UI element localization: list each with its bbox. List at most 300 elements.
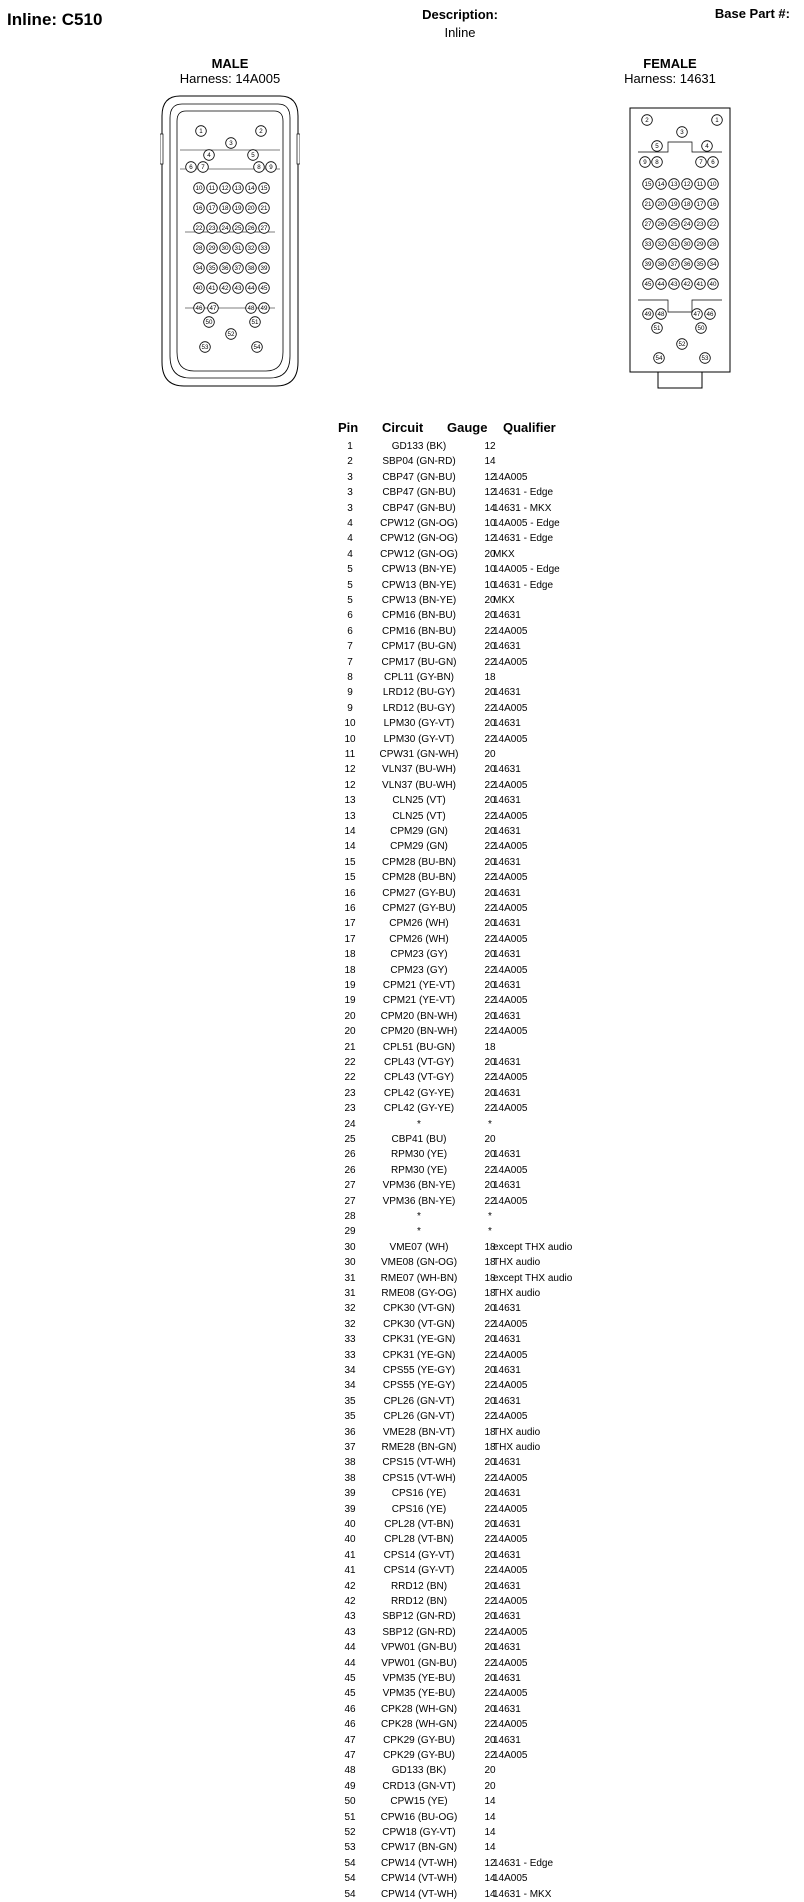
pin-cell: 46: [344, 1719, 356, 1731]
pin-label: 47: [693, 311, 701, 319]
gauge-cell: 20: [484, 1519, 496, 1530]
pin-label: 9: [269, 164, 273, 172]
circuit-cell: RPM30 (YE): [390, 1164, 448, 1176]
circuit-cell: CPK31 (YE-GN): [382, 1349, 456, 1361]
circuit-cell: CPS15 (VT-WH): [382, 1457, 456, 1469]
pin-label: 9: [643, 159, 647, 167]
gauge-cell: 20: [484, 1642, 496, 1654]
circuit-cell: CPK28 (WH-GN): [380, 1703, 458, 1715]
pin-cell: 42: [344, 1596, 356, 1607]
pin-label: 26: [247, 225, 255, 233]
pin-label: 20: [247, 205, 255, 213]
pin-label: 34: [195, 265, 203, 273]
pin-label: 46: [195, 305, 203, 313]
qualifier-cell: 14631: [493, 1334, 521, 1346]
circuit-cell: CPS55 (YE-GY): [382, 1365, 456, 1376]
pin-label: 44: [657, 281, 665, 289]
gauge-cell: 22: [484, 702, 496, 714]
gauge-cell: 18: [484, 1272, 496, 1284]
pin-label: 32: [247, 245, 255, 253]
pin-label: 52: [678, 341, 686, 349]
gauge-cell: 10: [484, 518, 496, 529]
gauge-cell: 22: [484, 1719, 496, 1731]
male-header: [150, 56, 310, 86]
qualifier-cell: 14631: [493, 1673, 521, 1684]
pin-label: 16: [709, 201, 717, 209]
pin-cell: 45: [344, 1688, 356, 1700]
pin-cell: 17: [344, 933, 356, 945]
gauge-cell: 22: [484, 841, 496, 853]
pin-label: 18: [221, 205, 229, 213]
pin-cell: 48: [344, 1765, 356, 1777]
pin-cell: 42: [344, 1580, 356, 1592]
circuit-cell: SBP04 (GN-RD): [382, 456, 456, 468]
qualifier-cell: 14631: [493, 1457, 521, 1469]
pin-cell: 4: [347, 548, 353, 560]
gauge-cell: 22: [484, 733, 496, 745]
female-header: [590, 56, 750, 86]
circuit-cell: CPM29 (GN): [390, 841, 448, 853]
pin-cell: 34: [344, 1365, 356, 1376]
gauge-cell: 20: [484, 1703, 496, 1715]
gauge-cell: 20: [484, 1549, 496, 1561]
pin-cell: 3: [347, 487, 353, 499]
qualifier-cell: 14631: [493, 764, 521, 776]
pin-cell: 43: [344, 1626, 356, 1638]
gauge-cell: 20: [484, 918, 496, 930]
pin-label: 41: [208, 285, 216, 293]
pin-label: 29: [208, 245, 216, 253]
circuit-cell: CPL28 (VT-BN): [384, 1534, 454, 1546]
pin-cell: 12: [344, 779, 356, 791]
pin-cell: 13: [344, 810, 356, 822]
circuit-cell: CPM26 (WH): [389, 918, 449, 930]
qualifier-cell: 14A005: [493, 995, 528, 1007]
pin-label: 42: [683, 281, 691, 289]
gauge-cell: 20: [484, 1734, 496, 1746]
qualifier-cell: 14A005: [493, 1688, 528, 1700]
circuit-cell: CPM17 (BU-GN): [381, 641, 457, 653]
circuit-cell: CPK30 (VT-GN): [383, 1303, 455, 1315]
circuit-cell: CPL42 (GY-YE): [383, 1087, 455, 1099]
qualifier-cell: 14A005 - Edge: [493, 564, 560, 576]
pin-cell: 27: [344, 1180, 356, 1192]
pin-label: 25: [234, 225, 242, 233]
gauge-cell: 10: [484, 579, 496, 591]
circuit-cell: VLN37 (BU-WH): [382, 764, 456, 776]
pin-cell: 7: [347, 641, 353, 653]
gauge-cell: 22: [484, 1380, 496, 1392]
female-harness-label: Harness: 14631: [624, 71, 716, 86]
pin-label: 40: [709, 281, 717, 289]
male-latch-right: [297, 134, 300, 164]
gauge-cell: 22: [484, 933, 496, 945]
qualifier-cell: 14A005: [493, 733, 528, 745]
circuit-cell: LPM30 (GY-VT): [383, 718, 455, 730]
circuit-cell: CPS14 (GY-VT): [383, 1549, 455, 1561]
gauge-cell: 22: [484, 1534, 496, 1546]
pin-cell: 52: [344, 1827, 356, 1838]
pin-cell: 16: [344, 887, 356, 899]
gauge-cell: *: [488, 1211, 492, 1222]
pin-cell: 51: [344, 1811, 356, 1823]
pin-label: 6: [711, 159, 715, 167]
gauge-cell: 20: [484, 641, 496, 653]
pin-label: 47: [209, 305, 217, 313]
pin-cell: 38: [344, 1472, 356, 1484]
pin-label: 5: [251, 152, 255, 160]
qualifier-cell: 14631: [493, 718, 521, 730]
gauge-cell: 20: [484, 1334, 496, 1346]
gauge-cell: 20: [484, 1580, 496, 1592]
qualifier-cell: 14A005: [493, 1103, 528, 1115]
male-connector-diagram: [160, 94, 300, 388]
circuit-cell: CPM20 (BN-WH): [380, 1026, 458, 1038]
pin-label: 20: [657, 201, 665, 209]
pin-label: 17: [696, 201, 704, 209]
pin-label: 49: [644, 311, 652, 319]
circuit-cell: VME07 (WH): [389, 1241, 449, 1253]
qualifier-cell: 14631 - MKX: [493, 1888, 552, 1900]
pin-cell: 53: [344, 1842, 356, 1854]
pin-label: 5: [655, 143, 659, 151]
qualifier-cell: THX audio: [493, 1426, 541, 1438]
pin-cell: 40: [344, 1534, 356, 1546]
gauge-cell: 20: [484, 1395, 496, 1407]
pin-cell: 5: [347, 564, 353, 576]
circuit-column-header: Circuit: [382, 420, 424, 435]
gauge-cell: 22: [484, 810, 496, 822]
qualifier-cell: 14631 - Edge: [493, 487, 554, 499]
gauge-cell: 22: [484, 1472, 496, 1484]
circuit-cell: CPM29 (GN): [390, 826, 448, 837]
qualifier-cell: 14631: [493, 1519, 521, 1530]
qualifier-cell: 14A005: [493, 702, 528, 714]
circuit-cell: CPW16 (BU-OG): [380, 1811, 458, 1823]
pin-cell: 35: [344, 1395, 356, 1407]
pin-label: 30: [221, 245, 229, 253]
gauge-cell: 20: [484, 1457, 496, 1469]
pin-cell: 40: [344, 1519, 356, 1530]
male-latch-left: [160, 134, 163, 164]
pin-label: 38: [657, 261, 665, 269]
circuit-cell: CPL43 (VT-GY): [383, 1057, 455, 1068]
circuit-cell: CPM23 (GY): [390, 949, 448, 961]
pin-label: 49: [260, 305, 268, 313]
circuit-cell: CPS14 (GY-VT): [383, 1565, 455, 1577]
gauge-cell: 14: [484, 502, 496, 514]
gauge-cell: 20: [484, 1303, 496, 1315]
pin-cell: 21: [344, 1041, 356, 1053]
gauge-cell: *: [488, 1118, 492, 1130]
circuit-cell: CPK31 (YE-GN): [382, 1334, 456, 1346]
pin-label: 52: [227, 331, 235, 339]
circuit-cell: CPW12 (GN-OG): [380, 518, 458, 529]
pin-label: 19: [670, 201, 678, 209]
circuit-cell: CPL11 (GY-BN): [383, 672, 455, 683]
pin-label: 37: [670, 261, 678, 269]
pin-cell: 44: [344, 1657, 356, 1669]
circuit-cell: CPW14 (VT-WH): [380, 1888, 458, 1900]
pin-cell: 4: [347, 533, 353, 545]
description-label: Description:: [422, 7, 498, 22]
qualifier-cell: 14631: [493, 1303, 521, 1315]
qualifier-cell: 14A005 - Edge: [493, 518, 560, 529]
circuit-cell: CPL28 (VT-BN): [384, 1519, 454, 1530]
gauge-cell: 20: [484, 610, 496, 622]
pin-label: 33: [260, 245, 268, 253]
pin-label: 36: [683, 261, 691, 269]
pin-cell: 27: [344, 1195, 356, 1207]
pin-cell: 18: [344, 949, 356, 961]
circuit-cell: CPM20 (BN-WH): [380, 1010, 458, 1022]
circuit-cell: RRD12 (BN): [390, 1580, 448, 1592]
qualifier-cell: 14A005: [493, 471, 528, 483]
gauge-cell: 18: [484, 1288, 496, 1299]
description-block: [380, 6, 540, 42]
pin-label: 8: [655, 159, 659, 167]
pin-cell: 34: [344, 1380, 356, 1392]
pin-cell: 28: [344, 1211, 356, 1222]
gauge-column-header: Gauge: [447, 420, 488, 435]
pin-label: 3: [229, 140, 233, 148]
circuit-cell: CPL26 (GN-VT): [383, 1395, 455, 1407]
pin-label: 15: [644, 181, 652, 189]
pin-cell: 41: [344, 1549, 356, 1561]
qualifier-cell: 14631: [493, 826, 521, 837]
pin-cell: 22: [344, 1072, 356, 1084]
gauge-cell: 20: [484, 1010, 496, 1022]
circuit-cell: GD133 (BK): [391, 441, 447, 452]
qualifier-cell: 14A005: [493, 1411, 528, 1423]
pin-cell: 11: [344, 749, 356, 760]
circuit-cell: VPW01 (GN-BU): [381, 1642, 457, 1654]
gauge-cell: 20: [484, 749, 496, 760]
gauge-cell: 22: [484, 1626, 496, 1638]
pin-cell: 20: [344, 1010, 356, 1022]
circuit-cell: CPM16 (BN-BU): [382, 625, 456, 637]
qualifier-column-header: Qualifier: [503, 420, 556, 435]
gauge-cell: *: [488, 1226, 492, 1238]
pin-label: 23: [208, 225, 216, 233]
qualifier-cell: 14631 - Edge: [493, 579, 554, 591]
pin-cell: 44: [344, 1642, 356, 1654]
gauge-cell: 22: [484, 1657, 496, 1669]
gauge-cell: 22: [484, 1349, 496, 1361]
pin-label: 45: [644, 281, 652, 289]
pin-label: 13: [234, 185, 242, 193]
pin-label: 34: [709, 261, 717, 269]
circuit-cell: CPW12 (GN-OG): [380, 533, 458, 545]
pin-label: 14: [657, 181, 665, 189]
gauge-cell: 22: [484, 964, 496, 976]
circuit-cell: LPM30 (GY-VT): [383, 733, 455, 745]
qualifier-cell: 14631: [493, 1395, 521, 1407]
pin-label: 15: [260, 185, 268, 193]
circuit-cell: VLN37 (BU-WH): [382, 779, 456, 791]
circuit-cell: CPM26 (WH): [389, 933, 449, 945]
circuit-cell: CPM17 (BU-GN): [381, 656, 457, 668]
gauge-cell: 20: [484, 1149, 496, 1161]
pin-label: 22: [195, 225, 203, 233]
pin-label: 32: [657, 241, 665, 249]
pin-label: 12: [221, 185, 229, 193]
qualifier-cell: 14631: [493, 641, 521, 653]
gauge-cell: 20: [484, 949, 496, 961]
pin-label: 39: [260, 265, 268, 273]
qualifier-cell: 14A005: [493, 1750, 528, 1761]
pin-cell: 5: [347, 579, 353, 591]
pin-label: 41: [696, 281, 704, 289]
qualifier-cell: 14A005: [493, 1349, 528, 1361]
circuit-cell: RME28 (BN-GN): [381, 1442, 457, 1453]
male-harness-label: Harness: 14A005: [179, 71, 281, 86]
qualifier-cell: 14631 - Edge: [493, 533, 554, 545]
gauge-cell: 14: [484, 1888, 496, 1900]
circuit-cell: VPM36 (BN-YE): [382, 1180, 456, 1192]
pin-cell: 37: [344, 1442, 356, 1453]
circuit-cell: CPW14 (VT-WH): [380, 1873, 458, 1885]
qualifier-cell: 14631: [493, 887, 521, 899]
gauge-cell: 20: [484, 1765, 496, 1777]
gauge-cell: 22: [484, 1318, 496, 1330]
gauge-cell: 20: [484, 1134, 496, 1145]
qualifier-cell: THX audio: [493, 1442, 541, 1453]
gauge-cell: 20: [484, 1365, 496, 1376]
gauge-cell: 14: [484, 1842, 496, 1854]
qualifier-cell: 14631: [493, 687, 521, 699]
qualifier-cell: 14A005: [493, 872, 528, 884]
circuit-cell: CPW31 (GN-WH): [379, 749, 459, 760]
pin-label: 12: [683, 181, 691, 189]
gauge-cell: 12: [484, 487, 496, 499]
gauge-cell: 20: [484, 1488, 496, 1500]
circuit-cell: CPW13 (BN-YE): [381, 595, 457, 606]
pin-label: 1: [199, 128, 203, 136]
pin-label: 43: [670, 281, 678, 289]
pin-label: 43: [234, 285, 242, 293]
gauge-cell: 22: [484, 1596, 496, 1607]
pin-cell: 47: [344, 1750, 356, 1761]
qualifier-cell: 14A005: [493, 1596, 528, 1607]
pin-label: 31: [234, 245, 242, 253]
circuit-cell: CPM23 (GY): [390, 964, 448, 976]
pin-label: 38: [247, 265, 255, 273]
pin-cell: 10: [344, 733, 356, 745]
gauge-cell: 18: [484, 1442, 496, 1453]
qualifier-cell: MKX: [493, 595, 515, 606]
pin-cell: 33: [344, 1349, 356, 1361]
qualifier-cell: 14631: [493, 918, 521, 930]
pin-cell: 20: [344, 1026, 356, 1038]
pin-label: 2: [259, 128, 263, 136]
pin-label: 50: [205, 319, 213, 327]
qualifier-cell: 14631: [493, 1057, 521, 1068]
circuit-cell: CPW15 (YE): [390, 1796, 448, 1808]
pin-label: 48: [657, 311, 665, 319]
gauge-cell: 20: [484, 548, 496, 560]
pin-label: 46: [706, 311, 714, 319]
pin-cell: 49: [344, 1780, 356, 1792]
qualifier-cell: 14631: [493, 1611, 521, 1623]
circuit-cell: CPW17 (BN-GN): [380, 1842, 458, 1854]
circuit-cell: CBP47 (GN-BU): [382, 487, 456, 499]
qualifier-cell: THX audio: [493, 1288, 541, 1299]
pin-cell: 43: [344, 1611, 356, 1623]
circuit-cell: CPW13 (BN-YE): [381, 564, 457, 576]
gauge-cell: 12: [484, 1857, 496, 1869]
gauge-cell: 22: [484, 1026, 496, 1038]
gauge-cell: 22: [484, 1103, 496, 1115]
base-part-label: Base Part #:: [714, 6, 790, 21]
circuit-cell: CPM21 (YE-VT): [382, 995, 456, 1007]
gauge-cell: 22: [484, 1411, 496, 1423]
pin-cell: 54: [344, 1857, 356, 1869]
qualifier-cell: 14631: [493, 1734, 521, 1746]
circuit-cell: CBP47 (GN-BU): [382, 502, 456, 514]
pin-label: 44: [247, 285, 255, 293]
pin-label: 42: [221, 285, 229, 293]
qualifier-cell: 14631: [493, 1549, 521, 1561]
pin-label: 27: [260, 225, 268, 233]
pin-cell: 16: [344, 903, 356, 914]
gauge-cell: 20: [484, 980, 496, 991]
pin-label: 19: [234, 205, 242, 213]
pin-label: 6: [189, 164, 193, 172]
pin-cell: 5: [347, 595, 353, 606]
circuit-cell: CPW18 (GY-VT): [382, 1827, 456, 1838]
circuit-cell: LRD12 (BU-GY): [382, 687, 456, 699]
gauge-cell: 20: [484, 687, 496, 699]
pin-label: 37: [234, 265, 242, 273]
circuit-cell: SBP12 (GN-RD): [382, 1611, 456, 1623]
qualifier-cell: 14A005: [493, 964, 528, 976]
pin-cell: 35: [344, 1411, 356, 1423]
pin-cell: 38: [344, 1457, 356, 1469]
qualifier-cell: 14631 - Edge: [493, 1857, 554, 1869]
pin-cell: 31: [344, 1288, 356, 1299]
pin-label: 4: [705, 143, 709, 151]
pin-column-header: Pin: [338, 420, 359, 435]
pin-label: 48: [247, 305, 255, 313]
circuit-cell: CPM28 (BU-BN): [382, 872, 456, 884]
gauge-cell: 22: [484, 903, 496, 914]
qualifier-cell: 14631: [493, 795, 521, 807]
pin-cell: 50: [344, 1796, 356, 1808]
pin-label: 54: [253, 344, 261, 352]
circuit-cell: CRD13 (GN-VT): [382, 1780, 456, 1792]
pin-label: 51: [653, 325, 661, 333]
pin-cell: 14: [344, 841, 356, 853]
pin-label: 25: [670, 221, 678, 229]
qualifier-cell: 14631: [493, 1087, 521, 1099]
pin-label: 35: [208, 265, 216, 273]
qualifier-cell: 14A005: [493, 1719, 528, 1731]
qualifier-cell: 14631: [493, 1365, 521, 1376]
gauge-cell: 20: [484, 795, 496, 807]
pin-label: 18: [683, 201, 691, 209]
description-value: Inline: [444, 25, 476, 40]
circuit-cell: VPM35 (YE-BU): [382, 1673, 456, 1684]
pin-cell: 19: [344, 995, 356, 1007]
qualifier-cell: 14631: [493, 1488, 521, 1500]
pin-label: 17: [208, 205, 216, 213]
circuit-cell: CPK30 (VT-GN): [383, 1318, 455, 1330]
gauge-cell: 14: [484, 1827, 496, 1838]
pin-label: 24: [221, 225, 229, 233]
gauge-cell: 14: [484, 456, 496, 468]
qualifier-cell: 14A005: [493, 1657, 528, 1669]
